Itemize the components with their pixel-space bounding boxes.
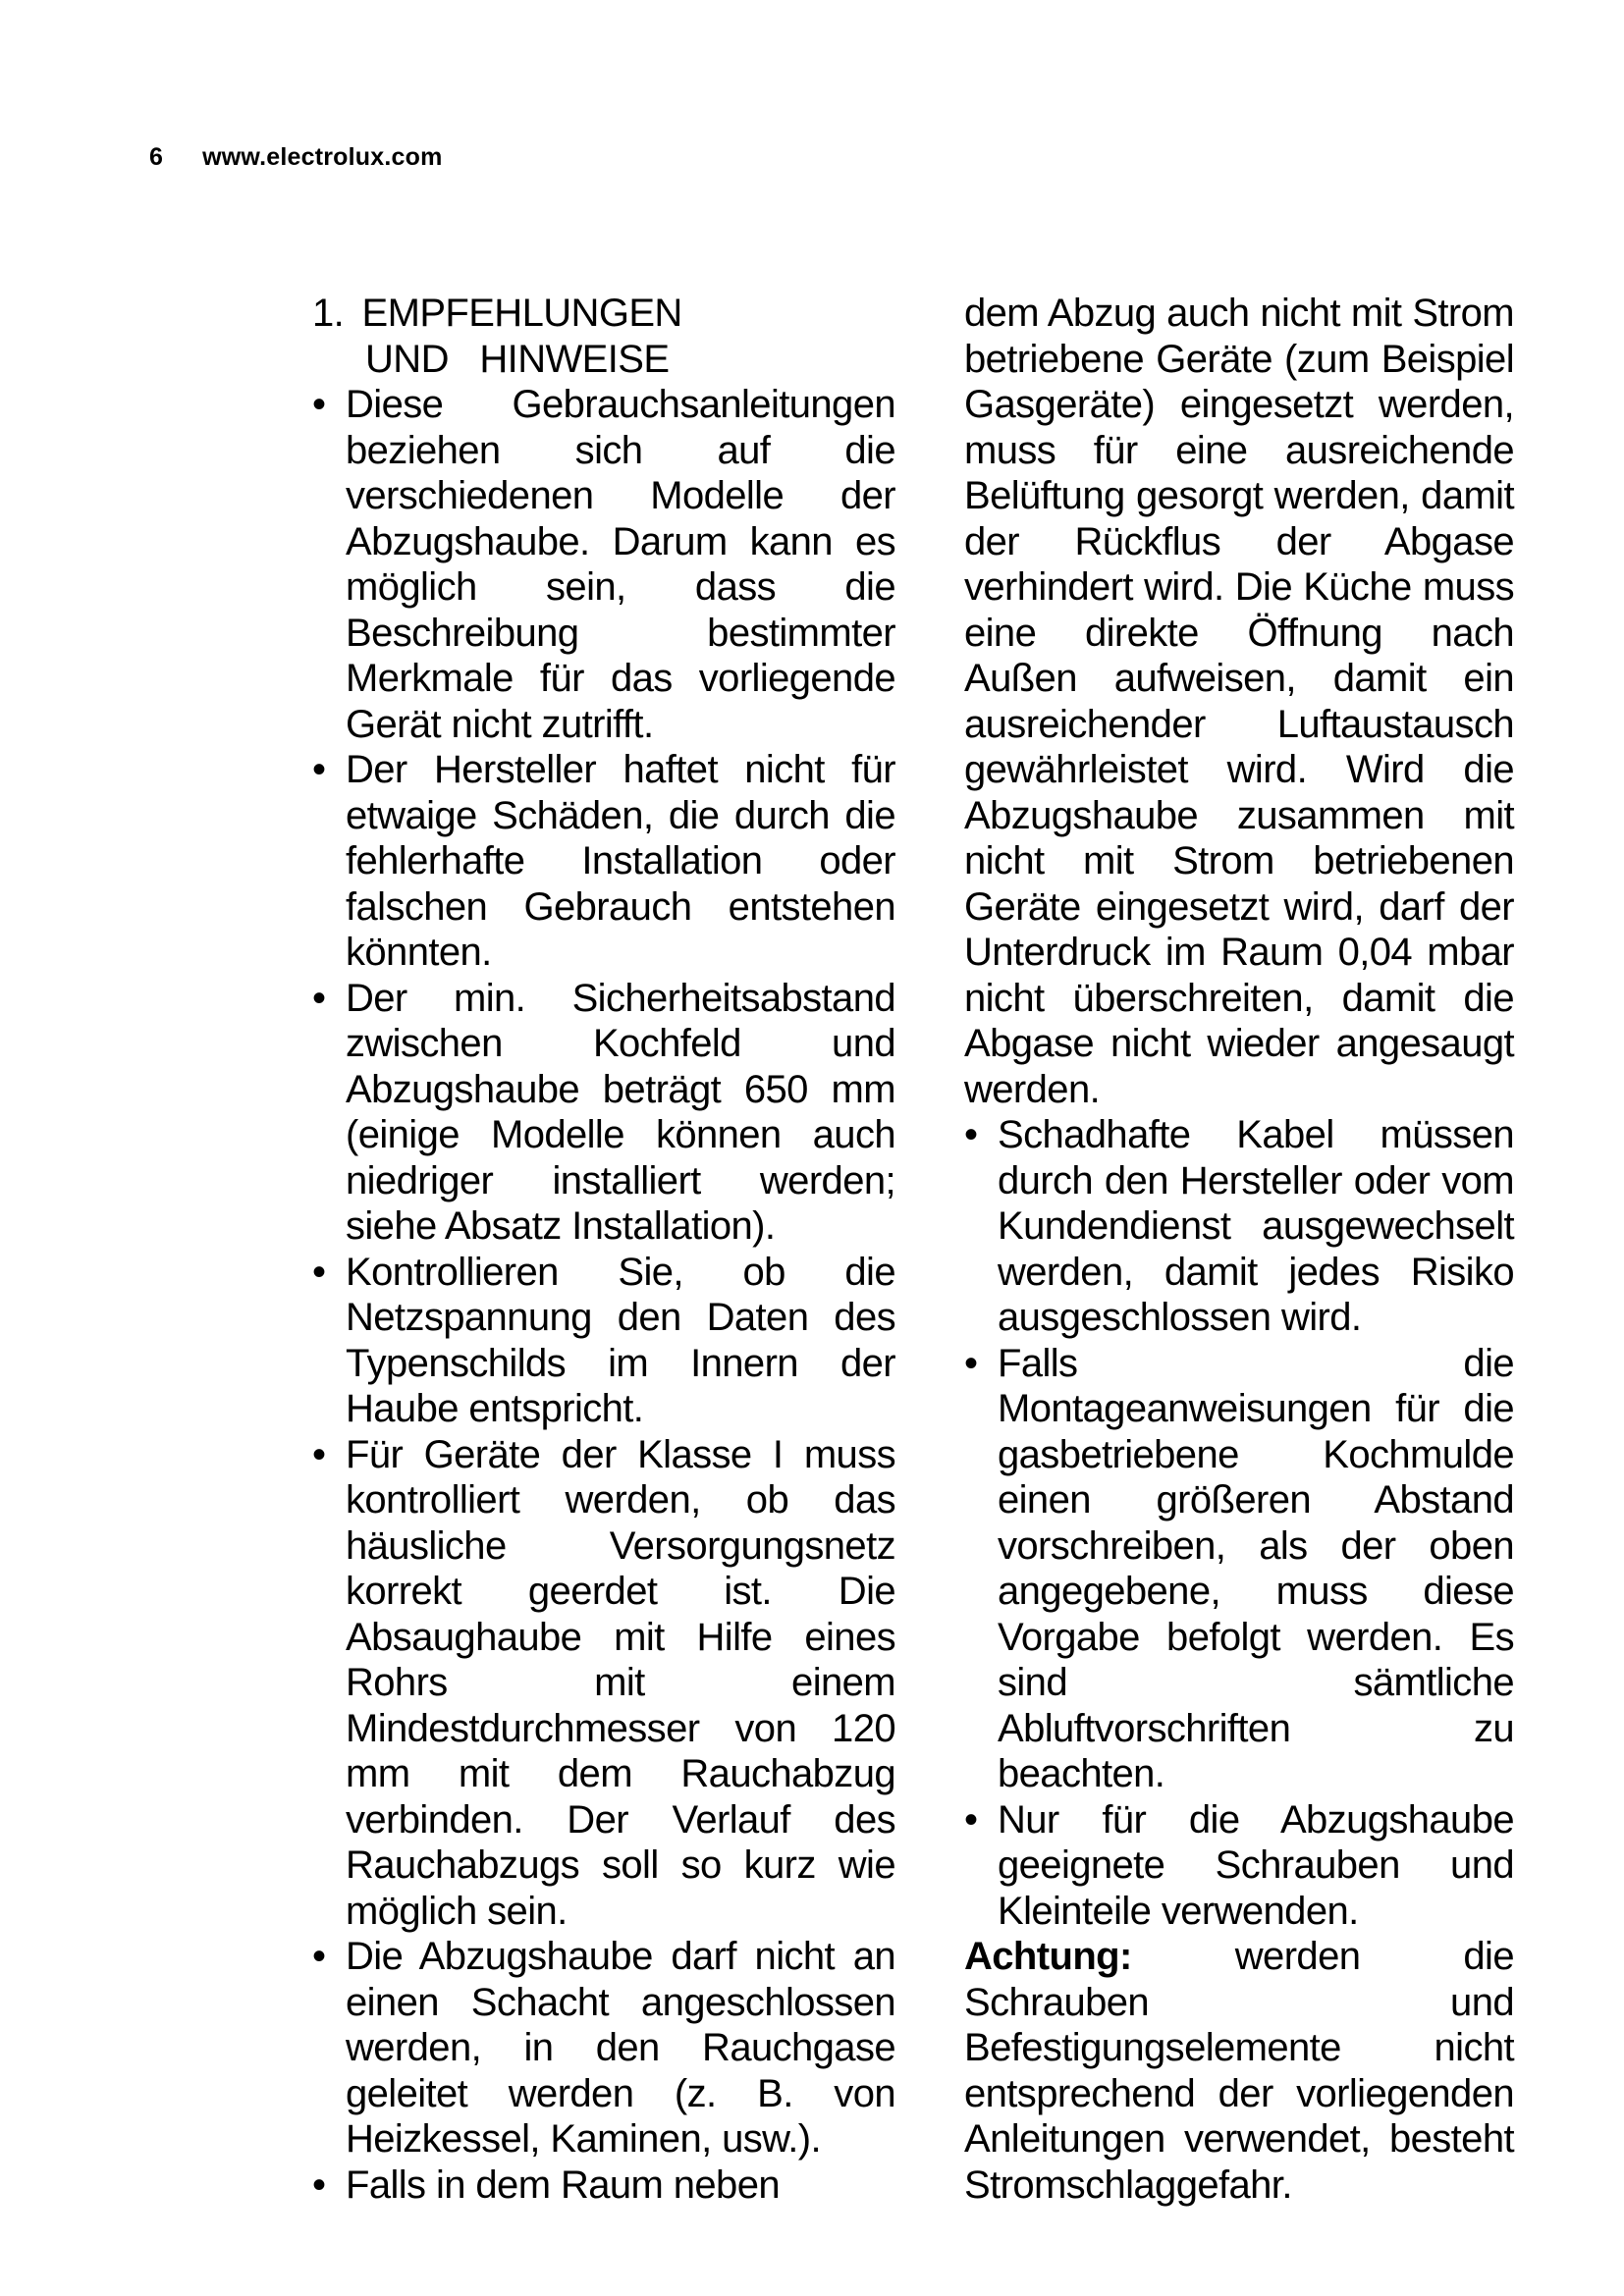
list-item: • Falls die Montageanweisungen für die gasbetriebene Kochmulde einen größeren Abstand vorschreiben, als der oben angegebene, muss diese Vorgabe befolgt werden. Es sind sämtliche Abluftvorschriften zu beachten.: [964, 1341, 1514, 1795]
section-title-line2: UND HINWEISE: [365, 337, 670, 381]
continued-paragraph: dem Abzug auch nicht mit Strom betriebene Geräte (zum Beispiel Gasgeräte) eingesetzt werden, muss für eine ausreichende Belüftung gesorgt werden, damit der Rückflus der Abgase verhindert wird. Die Küche muss eine direkte Öffnung nach Außen aufweisen, damit ein ausreichender Luftaustausch gewährleistet wird. Wird die Abzugshaube zusammen mit nicht mit Strom betriebenen Geräte eingesetzt wird, darf der Unterdruck im Raum 0,04 mbar nicht überschreiten, damit die Abgase nicht wieder angesaugt werden.: [964, 292, 1514, 1111]
right-bullet-list: [964, 1112, 1514, 1934]
bullet-icon: •: [312, 1935, 326, 1978]
warning-text: werden die Schrauben und Befestigungselemente nicht entsprechend der vorliegenden Anleitungen verwendet, besteht Stromschlaggefahr.: [964, 1935, 1514, 2207]
bullet-icon: •: [312, 2163, 326, 2207]
list-item: • Für Geräte der Klasse I muss kontrolliert werden, ob das häusliche Versorgungsnetz korrekt geerdet ist. Die Absaughaube mit Hilfe eines Rohrs mit einem Mindestdurchmesser von 120 mm mit dem Rauchabzug verbinden. Der Verlauf des Rauchabzugs soll so kurz wie möglich sein.: [312, 1432, 895, 1933]
list-item: • Der Hersteller haftet nicht für etwaige Schäden, die durch die fehlerhafte Installation oder falschen Gebrauch entstehen könnten.: [312, 748, 895, 974]
left-column: [312, 291, 895, 2208]
section-heading: [312, 291, 895, 382]
page-header: [149, 143, 443, 172]
right-column: [964, 291, 1514, 2208]
warning-label: Achtung:: [964, 1935, 1132, 1978]
bullet-icon: •: [964, 1341, 978, 1385]
list-item: • Schadhafte Kabel müssen durch den Hersteller oder vom Kundendienst ausgewechselt werden, damit jedes Risiko ausgeschlossen wird.: [964, 1113, 1514, 1339]
bullet-icon: •: [964, 1797, 978, 1842]
list-item: • Nur für die Abzugshaube geeignete Schrauben und Kleinteile verwenden.: [964, 1797, 1514, 1933]
list-item: • Kontrollieren Sie, ob die Netzspannung den Daten des Typenschilds im Innern der Haube entspricht.: [312, 1250, 895, 1430]
bullet-icon: •: [312, 748, 326, 791]
list-item: • Diese Gebrauchsanleitungen beziehen sich auf die verschiedenen Modelle der Abzugshaube. Darum kann es möglich sein, dass die Beschreibung bestimmter Merkmale für das vorliegende Gerät nicht zutrifft.: [312, 383, 895, 746]
bullet-icon: •: [312, 1432, 326, 1476]
section-number: 1.: [312, 292, 345, 335]
list-item: • Falls in dem Raum neben: [312, 2163, 780, 2207]
bullet-icon: •: [964, 1113, 978, 1156]
warning-paragraph: [964, 1934, 1514, 2208]
bullet-icon: •: [312, 976, 326, 1020]
section-title-line1: EMPFEHLUNGEN: [361, 292, 682, 335]
website-url: www.electrolux.com: [202, 143, 443, 171]
list-item: • Die Abzugshaube darf nicht an einen Schacht angeschlossen werden, in den Rauchgase geleitet werden (z. B. von Heizkessel, Kaminen, usw.).: [312, 1935, 895, 2161]
bullet-icon: •: [312, 383, 326, 426]
list-item: • Der min. Sicherheitsabstand zwischen Kochfeld und Abzugshaube beträgt 650 mm (einige Modelle können auch niedriger installiert werden; siehe Absatz Installation).: [312, 976, 895, 1248]
bullet-icon: •: [312, 1250, 326, 1294]
left-bullet-list: [312, 382, 895, 2208]
page-number: 6: [149, 143, 164, 171]
